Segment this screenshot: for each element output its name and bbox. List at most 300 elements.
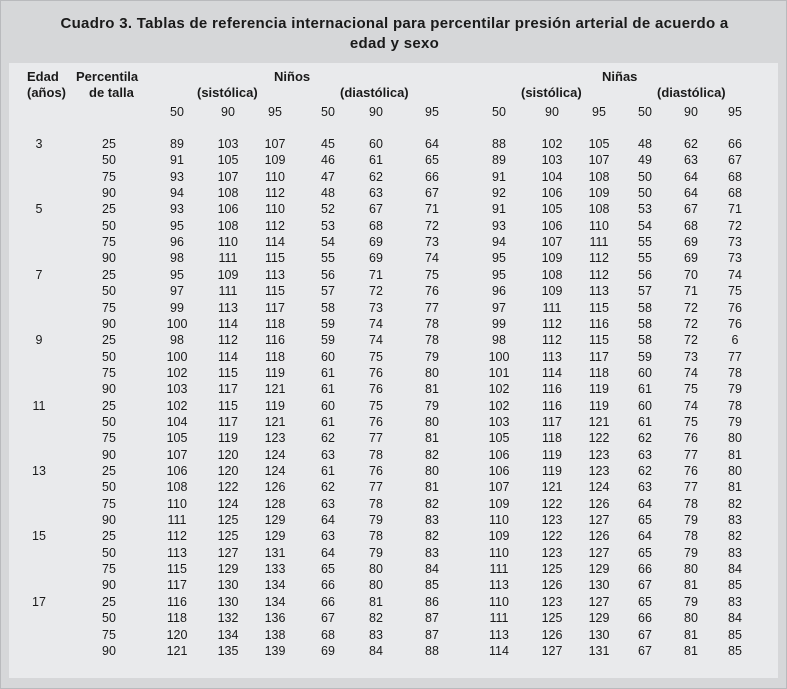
height-percentile-cell: 50 [102,349,116,364]
ninos-diastolica-cell: 76 [425,284,439,299]
ninos-sistolica-cell: 115 [167,562,187,577]
ninos-diastolica-cell: 82 [369,611,383,626]
ninos-sistolica-cell: 112 [265,186,285,201]
height-percentile-cell: 90 [102,382,116,397]
ninas-sistolica-cell: 118 [542,431,562,446]
ninos-sistolica-cell: 132 [217,611,239,626]
ninos-diastolica-cell: 61 [321,414,335,429]
ninas-diastolica-cell: 81 [728,447,742,462]
ninas-diastolica-cell: 68 [728,169,742,184]
ninas-diastolica-cell: 75 [684,382,698,397]
height-percentile-cell: 25 [102,529,116,544]
subheader-ninos-sistolica-p95: 95 [268,105,282,119]
ninas-diastolica-cell: 63 [684,153,698,168]
ninas-diastolica-cell: 74 [684,365,698,380]
ninas-sistolica-cell: 105 [541,202,563,217]
ninas-diastolica-cell: 80 [684,611,698,626]
ninas-sistolica-cell: 122 [541,496,563,511]
ninos-diastolica-cell: 66 [425,169,439,184]
ninas-diastolica-cell: 64 [684,186,698,201]
ninas-diastolica-cell: 78 [728,365,742,380]
ninas-diastolica-cell: 50 [638,186,652,201]
ninas-diastolica-cell: 68 [728,186,742,201]
ninos-diastolica-cell: 79 [369,545,383,560]
ninas-diastolica-cell: 58 [638,300,652,315]
ninas-diastolica-cell: 61 [638,414,652,429]
ninos-diastolica-cell: 78 [425,333,439,348]
ninas-diastolica-cell: 62 [638,464,652,478]
ninos-sistolica-cell: 121 [166,643,188,658]
ninas-diastolica-cell: 78 [684,496,698,511]
ninos-sistolica-cell: 121 [264,414,286,429]
ninos-sistolica-cell: 119 [265,398,285,413]
ninos-sistolica-cell: 104 [166,414,188,429]
ninos-diastolica-cell: 80 [369,562,383,577]
ninos-sistolica-cell: 124 [264,447,286,462]
height-percentile-cell: 50 [102,218,116,233]
height-percentile-cell: 25 [102,464,116,478]
ninas-diastolica-cell: 65 [638,545,652,560]
ninas-diastolica-cell: 73 [728,251,742,266]
ninos-diastolica-cell: 79 [425,398,439,413]
ninas-sistolica-cell: 113 [542,349,562,364]
ninas-diastolica-cell: 67 [638,643,652,658]
ninos-sistolica-cell: 114 [218,349,238,364]
ninos-diastolica-cell: 53 [321,218,335,233]
header-percentila: Percentila [76,69,139,84]
ninas-sistolica-cell: 127 [588,545,610,560]
header-ninos-sistolica: (sistólica) [197,85,258,100]
ninos-sistolica-cell: 134 [264,578,286,593]
ninas-diastolica-cell: 55 [638,251,652,266]
ninos-diastolica-cell: 59 [321,333,335,348]
ninas-diastolica-cell: 50 [638,169,652,184]
ninas-diastolica-cell: 79 [728,414,742,429]
subheader-ninos-sistolica-p50: 50 [170,105,184,119]
ninos-sistolica-cell: 110 [218,235,238,250]
height-percentile-cell: 50 [102,545,116,560]
ninas-diastolica-cell: 49 [638,153,652,168]
subheader-ninos-diastolica-p95: 95 [425,105,439,119]
ninos-sistolica-cell: 131 [264,545,286,560]
ninos-diastolica-cell: 45 [321,137,335,151]
ninos-sistolica-cell: 118 [265,316,285,331]
height-percentile-cell: 50 [102,153,116,168]
ninas-sistolica-cell: 112 [542,316,562,331]
height-percentile-cell: 75 [102,431,116,446]
ninos-sistolica-cell: 125 [217,529,239,544]
ninos-sistolica-cell: 113 [218,300,238,315]
ninas-sistolica-cell: 127 [588,594,610,609]
ninas-sistolica-cell: 110 [489,513,509,528]
ninos-sistolica-cell: 134 [264,594,286,609]
ninas-diastolica-cell: 76 [684,431,698,446]
ninas-sistolica-cell: 119 [589,398,609,413]
ninas-sistolica-cell: 109 [541,251,563,266]
ninas-diastolica-cell: 71 [684,284,698,299]
ninas-diastolica-cell: 67 [728,153,742,168]
ninas-diastolica-cell: 74 [684,398,698,413]
ninas-diastolica-cell: 69 [684,251,698,266]
ninos-sistolica-cell: 117 [265,300,285,315]
age-cell: 11 [32,398,46,413]
ninos-diastolica-cell: 75 [425,267,439,282]
ninas-diastolica-cell: 55 [638,235,652,250]
ninos-sistolica-cell: 107 [166,447,188,462]
height-percentile-cell: 25 [102,594,116,609]
ninas-diastolica-cell: 79 [684,545,698,560]
ninos-diastolica-cell: 87 [425,627,439,642]
header-ninas-sistolica: (sistólica) [521,85,582,100]
ninos-diastolica-cell: 60 [321,349,335,364]
ninos-sistolica-cell: 112 [218,333,238,348]
ninos-diastolica-cell: 74 [369,316,383,331]
ninos-sistolica-cell: 138 [264,627,286,642]
ninas-diastolica-cell: 79 [684,513,698,528]
ninos-diastolica-cell: 57 [321,284,335,299]
header-de-talla: de talla [89,85,134,100]
ninas-sistolica-cell: 103 [541,153,563,168]
ninas-diastolica-cell: 76 [728,300,742,315]
age-cell: 5 [35,202,43,217]
ninos-diastolica-cell: 54 [321,235,335,250]
ninos-sistolica-cell: 130 [217,578,239,593]
ninas-diastolica-cell: 82 [728,496,742,511]
ninas-diastolica-cell: 69 [684,235,698,250]
ninas-sistolica-cell: 106 [488,464,510,478]
ninos-sistolica-cell: 120 [166,627,188,642]
ninas-sistolica-cell: 102 [488,398,510,413]
ninos-sistolica-cell: 115 [265,284,285,299]
ninas-diastolica-cell: 62 [638,431,652,446]
ninos-sistolica-cell: 124 [217,496,239,511]
ninos-diastolica-cell: 82 [425,496,439,511]
ninas-sistolica-cell: 99 [492,316,506,331]
ninas-sistolica-cell: 114 [489,643,509,658]
ninos-sistolica-cell: 109 [264,153,286,168]
ninos-diastolica-cell: 88 [425,643,439,658]
ninos-sistolica-cell: 122 [217,480,239,495]
subheader-ninas-sistolica-p50: 50 [492,105,506,119]
ninas-sistolica-cell: 115 [589,300,609,315]
ninas-diastolica-cell: 58 [638,333,652,348]
ninos-sistolica-cell: 102 [166,398,188,413]
ninos-diastolica-cell: 73 [425,235,439,250]
ninas-sistolica-cell: 109 [488,529,510,544]
ninos-sistolica-cell: 120 [217,464,239,478]
ninos-sistolica-cell: 100 [166,349,188,364]
ninas-sistolica-cell: 98 [492,333,506,348]
height-percentile-cell: 50 [102,414,116,429]
age-cell: 7 [35,267,43,282]
ninos-diastolica-cell: 68 [321,627,335,642]
ninos-diastolica-cell: 69 [369,251,383,266]
ninos-sistolica-cell: 117 [218,382,238,397]
height-percentile-cell: 25 [102,398,116,413]
ninos-diastolica-cell: 82 [425,529,439,544]
ninos-sistolica-cell: 129 [264,513,286,528]
ninos-diastolica-cell: 78 [369,447,383,462]
ninos-sistolica-cell: 126 [264,480,286,495]
age-cell: 17 [32,594,46,609]
ninos-diastolica-cell: 68 [369,218,383,233]
ninas-diastolica-cell: 83 [728,513,742,528]
subheader-ninas-diastolica-p50: 50 [638,105,652,119]
ninas-sistolica-cell: 123 [541,594,563,609]
ninos-sistolica-cell: 129 [217,562,239,577]
ninos-diastolica-cell: 75 [369,398,383,413]
ninas-sistolica-cell: 95 [492,251,506,266]
ninos-sistolica-cell: 107 [264,137,286,151]
ninas-sistolica-cell: 126 [588,529,610,544]
ninas-diastolica-cell: 78 [684,529,698,544]
ninas-sistolica-cell: 96 [492,284,506,299]
ninas-diastolica-cell: 81 [684,578,698,593]
ninas-diastolica-cell: 78 [728,398,742,413]
ninos-sistolica-cell: 110 [265,169,285,184]
subheader-ninas-sistolica-p90: 90 [545,105,559,119]
ninas-sistolica-cell: 94 [492,235,506,250]
ninos-diastolica-cell: 62 [321,431,335,446]
ninos-sistolica-cell: 110 [167,496,187,511]
ninas-sistolica-cell: 122 [541,529,563,544]
ninas-sistolica-cell: 95 [492,267,506,282]
ninas-sistolica-cell: 130 [588,627,610,642]
ninas-sistolica-cell: 112 [542,333,562,348]
ninos-sistolica-cell: 105 [217,153,239,168]
ninos-diastolica-cell: 64 [425,137,439,151]
ninas-sistolica-cell: 102 [541,137,563,151]
ninas-sistolica-cell: 131 [588,643,610,658]
caption-line-2: edad y sexo [349,35,440,52]
height-percentile-cell: 25 [102,202,116,217]
ninos-diastolica-cell: 48 [321,186,335,201]
header-ninas: Niñas [602,69,638,84]
ninos-diastolica-cell: 58 [321,300,335,315]
ninas-diastolica-cell: 57 [638,284,652,299]
ninos-diastolica-cell: 62 [369,169,383,184]
ninas-diastolica-cell: 75 [684,414,698,429]
ninos-diastolica-cell: 76 [369,382,383,397]
ninas-diastolica-cell: 82 [728,529,742,544]
ninos-sistolica-cell: 127 [217,545,239,560]
header-ninos-diastolica: (diastólica) [340,85,409,100]
age-cell: 15 [32,529,46,544]
ninos-sistolica-cell: 135 [217,643,239,658]
height-percentile-cell: 75 [102,562,116,577]
ninas-sistolica-cell: 111 [489,611,509,626]
ninos-diastolica-cell: 84 [425,562,439,577]
ninos-diastolica-cell: 52 [321,202,335,217]
ninos-sistolica-cell: 119 [218,431,238,446]
ninas-sistolica-cell: 109 [588,186,610,201]
ninos-diastolica-cell: 76 [369,464,383,478]
ninos-diastolica-cell: 67 [369,202,383,217]
ninos-diastolica-cell: 65 [425,153,439,168]
ninas-sistolica-cell: 116 [542,398,562,413]
ninos-sistolica-cell: 113 [265,267,285,282]
ninos-sistolica-cell: 111 [167,513,187,528]
ninas-sistolica-cell: 88 [492,137,506,151]
ninas-sistolica-cell: 104 [541,169,563,184]
ninos-diastolica-cell: 66 [321,594,335,609]
ninas-diastolica-cell: 85 [728,627,742,642]
ninos-sistolica-cell: 110 [265,202,285,217]
header-ninos: Niños [274,69,311,84]
ninos-sistolica-cell: 115 [218,398,238,413]
ninos-sistolica-cell: 115 [265,251,285,266]
ninas-diastolica-cell: 48 [638,137,652,151]
ninas-diastolica-cell: 80 [684,562,698,577]
subheader-ninas-diastolica-p95: 95 [728,105,742,119]
ninos-sistolica-cell: 106 [217,202,239,217]
ninas-sistolica-cell: 130 [588,578,610,593]
ninas-diastolica-cell: 67 [684,202,698,217]
ninos-sistolica-cell: 112 [265,218,285,233]
ninos-diastolica-cell: 81 [425,480,439,495]
ninos-diastolica-cell: 84 [369,643,383,658]
ninos-diastolica-cell: 87 [425,611,439,626]
header-ninas-diastolica: (diastólica) [657,85,726,100]
ninas-diastolica-cell: 77 [728,349,742,364]
ninas-diastolica-cell: 67 [638,627,652,642]
ninas-sistolica-cell: 125 [541,562,563,577]
ninos-sistolica-cell: 130 [217,594,239,609]
ninas-sistolica-cell: 105 [488,431,510,446]
ninas-diastolica-cell: 81 [728,480,742,495]
ninos-diastolica-cell: 74 [425,251,439,266]
ninas-sistolica-cell: 115 [589,333,609,348]
height-percentile-cell: 50 [102,480,116,495]
ninas-sistolica-cell: 114 [542,365,562,380]
ninos-diastolica-cell: 60 [369,137,383,151]
ninas-diastolica-cell: 59 [638,349,652,364]
ninos-sistolica-cell: 118 [167,611,187,626]
height-percentile-cell: 75 [102,627,116,642]
ninos-diastolica-cell: 46 [321,153,335,168]
ninas-diastolica-cell: 72 [684,333,698,348]
ninas-diastolica-cell: 62 [684,137,698,151]
ninas-sistolica-cell: 113 [489,578,509,593]
ninas-sistolica-cell: 92 [492,186,506,201]
ninos-diastolica-cell: 83 [425,513,439,528]
ninos-sistolica-cell: 121 [264,382,286,397]
height-percentile-cell: 50 [102,611,116,626]
ninos-diastolica-cell: 64 [321,545,335,560]
ninas-diastolica-cell: 67 [638,578,652,593]
ninos-sistolica-cell: 118 [265,349,285,364]
ninos-diastolica-cell: 61 [321,382,335,397]
ninas-sistolica-cell: 122 [588,431,610,446]
ninas-diastolica-cell: 6 [731,333,739,348]
ninos-sistolica-cell: 106 [166,464,188,478]
ninas-sistolica-cell: 123 [541,513,563,528]
ninas-sistolica-cell: 123 [588,447,610,462]
ninas-diastolica-cell: 84 [728,562,742,577]
ninas-sistolica-cell: 126 [588,496,610,511]
ninos-sistolica-cell: 98 [170,333,184,348]
ninas-sistolica-cell: 118 [589,365,609,380]
ninas-diastolica-cell: 72 [684,300,698,315]
ninos-diastolica-cell: 55 [321,251,335,266]
ninos-diastolica-cell: 60 [321,398,335,413]
ninas-sistolica-cell: 97 [492,300,506,315]
ninas-diastolica-cell: 72 [684,316,698,331]
ninas-diastolica-cell: 80 [728,431,742,446]
ninos-diastolica-cell: 71 [369,267,383,282]
header-edad: Edad [27,69,59,84]
ninas-sistolica-cell: 105 [588,137,610,151]
ninos-diastolica-cell: 85 [425,578,439,593]
ninas-diastolica-cell: 73 [728,235,742,250]
ninos-diastolica-cell: 79 [369,513,383,528]
ninas-sistolica-cell: 125 [541,611,563,626]
ninos-sistolica-cell: 117 [167,578,187,593]
ninos-diastolica-cell: 76 [369,365,383,380]
ninos-sistolica-cell: 113 [167,545,187,560]
subheader-ninas-sistolica-p95: 95 [592,105,606,119]
ninos-diastolica-cell: 81 [369,594,383,609]
ninas-sistolica-cell: 127 [588,513,610,528]
height-percentile-cell: 90 [102,447,116,462]
ninas-sistolica-cell: 123 [541,545,563,560]
height-percentile-cell: 90 [102,186,116,201]
ninas-diastolica-cell: 53 [638,202,652,217]
ninos-diastolica-cell: 63 [321,447,335,462]
height-percentile-cell: 75 [102,235,116,250]
ninas-diastolica-cell: 81 [684,643,698,658]
ninas-diastolica-cell: 80 [728,464,742,478]
ninos-sistolica-cell: 102 [166,365,188,380]
ninas-diastolica-cell: 56 [638,267,652,282]
ninas-diastolica-cell: 54 [638,218,652,233]
age-cell: 3 [35,137,43,151]
ninos-diastolica-cell: 77 [369,431,383,446]
ninas-diastolica-cell: 79 [728,382,742,397]
ninas-sistolica-cell: 103 [488,414,510,429]
ninas-sistolica-cell: 111 [589,235,609,250]
height-percentile-cell: 75 [102,169,116,184]
subheader-ninas-diastolica-p90: 90 [684,105,698,119]
table-caption [1,14,787,54]
ninas-sistolica-cell: 106 [488,447,510,462]
ninos-diastolica-cell: 59 [321,316,335,331]
ninos-sistolica-cell: 117 [218,414,238,429]
ninas-diastolica-cell: 73 [684,349,698,364]
ninos-sistolica-cell: 94 [170,186,184,201]
ninas-sistolica-cell: 109 [488,496,510,511]
ninas-sistolica-cell: 119 [589,382,609,397]
ninas-diastolica-cell: 71 [728,202,742,217]
ninos-sistolica-cell: 99 [170,300,184,315]
ninos-sistolica-cell: 91 [170,153,184,168]
ninas-sistolica-cell: 93 [492,218,506,233]
ninos-diastolica-cell: 72 [369,284,383,299]
ninos-diastolica-cell: 80 [425,365,439,380]
subheader-ninos-diastolica-p90: 90 [369,105,383,119]
ninos-diastolica-cell: 65 [321,562,335,577]
ninas-sistolica-cell: 110 [489,594,509,609]
ninas-diastolica-cell: 65 [638,594,652,609]
ninos-diastolica-cell: 82 [425,447,439,462]
ninos-sistolica-cell: 95 [170,218,184,233]
ninos-sistolica-cell: 134 [217,627,239,642]
ninos-sistolica-cell: 133 [264,562,286,577]
ninos-sistolica-cell: 95 [170,267,184,282]
height-percentile-cell: 90 [102,643,116,658]
ninas-sistolica-cell: 109 [541,284,563,299]
height-percentile-cell: 25 [102,267,116,282]
